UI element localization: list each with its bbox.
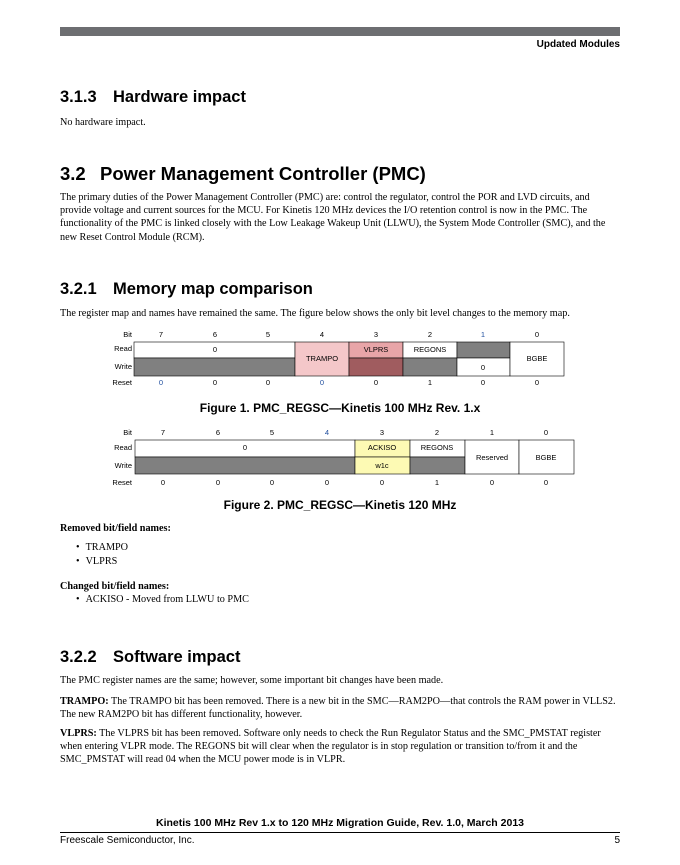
section-title: Power Management Controller (PMC) xyxy=(100,163,426,184)
section-number: 3.2.2 xyxy=(60,648,97,666)
row-label-reset: Reset xyxy=(112,478,132,487)
field-bits-7-5-write xyxy=(134,358,295,376)
paragraph-trampo xyxy=(60,695,620,721)
reset-value: 0 xyxy=(269,478,275,487)
section-title: Hardware impact xyxy=(113,88,246,106)
field-label: w1c xyxy=(375,461,389,470)
bit-number: 5 xyxy=(265,330,271,339)
field-label: REGONS xyxy=(413,345,447,354)
section-heading-3-2-1 xyxy=(60,280,313,299)
term-text: The VLPRS bit has been removed. Software only needs to check the Run Regulator Status and the SMC_PMSTAT register when entering VLPR mode. The REGONS bit will clear when the regulator is in stop regulation or transition to/from it and the SMC_PMSTAT will read 04 when the MCU power mode is in VLPR. xyxy=(60,728,601,766)
removed-heading xyxy=(60,522,620,535)
list-item: • ACKISO - Moved from LLWU to PMC xyxy=(76,593,249,607)
row-label-read: Read xyxy=(114,443,132,452)
field-regons-write xyxy=(403,358,457,376)
footer-company: Freescale Semiconductor, Inc. xyxy=(60,835,195,846)
row-label-bit: Bit xyxy=(123,330,132,339)
term-text: The TRAMPO bit has been removed. There is a new bit in the SMC—RAM2PO—that controls the RAM power in VLLS2. The new RAM2PO bit has different functionality, however. xyxy=(60,696,616,721)
reset-value: 0 xyxy=(319,378,325,387)
reset-value: 0 xyxy=(480,378,486,387)
section-number: 3.2.1 xyxy=(60,280,97,298)
section-title: Memory map comparison xyxy=(113,280,313,298)
reset-value: 0 xyxy=(489,478,495,487)
field-vlprs-write xyxy=(349,358,403,376)
section-number: 3.2 xyxy=(60,163,86,184)
field-label: BGBE xyxy=(535,453,557,462)
bit-number: 6 xyxy=(212,330,218,339)
section-title: Software impact xyxy=(113,648,241,666)
row-label-read: Read xyxy=(114,344,132,353)
reset-value: 1 xyxy=(434,478,440,487)
field-label: TRAMPO xyxy=(305,354,339,363)
removed-heading-text: Removed bit/field names: xyxy=(60,523,171,534)
page-number: 5 xyxy=(614,835,620,846)
changed-list xyxy=(76,593,249,607)
row-label-reset: Reset xyxy=(112,378,132,387)
field-label: ACKISO xyxy=(367,443,397,452)
reset-value: 0 xyxy=(324,478,330,487)
list-item: • VLPRS xyxy=(76,555,128,569)
bit-number: 7 xyxy=(158,330,164,339)
field-label: Reserved xyxy=(475,453,509,462)
list-item: • TRAMPO xyxy=(76,541,128,555)
figure-caption-2: Figure 2. PMC_REGSC—Kinetis 120 MHz xyxy=(223,498,457,512)
field-regons-write xyxy=(410,457,465,474)
field-label: VLPRS xyxy=(363,345,389,354)
bit-number: 4 xyxy=(319,330,325,339)
section-number: 3.1.3 xyxy=(60,88,97,106)
bit-number: 6 xyxy=(215,428,221,437)
paragraph-vlprs xyxy=(60,727,620,767)
bit-number: 3 xyxy=(373,330,379,339)
reset-value: 0 xyxy=(373,378,379,387)
header-bar xyxy=(60,27,620,36)
paragraph: The register map and names have remained the same. The figure below shows the only bit level changes to the memory map. xyxy=(60,308,570,319)
reset-value: 0 xyxy=(543,478,549,487)
paragraph: The PMC register names are the same; however, some important bit changes have been made. xyxy=(60,675,444,686)
figure-caption-1: Figure 1. PMC_REGSC—Kinetis 100 MHz Rev. 1.x xyxy=(199,401,481,415)
bit-number: 0 xyxy=(534,330,540,339)
removed-list xyxy=(76,541,128,569)
reset-value: 1 xyxy=(427,378,433,387)
reset-value: 0 xyxy=(212,378,218,387)
section-heading-3-2-2 xyxy=(60,648,240,667)
reset-value: 0 xyxy=(158,378,164,387)
section-heading-3-1-3 xyxy=(60,88,246,107)
footer-doc-title: Kinetis 100 MHz Rev 1.x to 120 MHz Migration Guide, Rev. 1.0, March 2013 xyxy=(155,817,524,829)
paragraph: No hardware impact. xyxy=(60,117,146,128)
field-bits-7-4-write xyxy=(135,457,355,474)
field-value: 0 xyxy=(480,363,486,372)
bit-number: 1 xyxy=(489,428,495,437)
field-label: BGBE xyxy=(526,354,548,363)
bit-number: 3 xyxy=(379,428,385,437)
bit-number: 2 xyxy=(427,330,433,339)
bit-number: 4 xyxy=(324,428,330,437)
section-heading-3-2 xyxy=(60,163,426,185)
changed-heading-text: Changed bit/field names: xyxy=(60,581,170,592)
reset-value: 0 xyxy=(379,478,385,487)
register-diagram-2 xyxy=(100,426,580,493)
field-label: REGONS xyxy=(420,443,454,452)
bit-number: 0 xyxy=(543,428,549,437)
paragraph: The primary duties of the Power Management Controller (PMC) are: control the regulator, control the POR and LVD circuits, and provide voltage and current sources for the MCU. For Kinetis 120 MHz devices the I/O retention control is now in the PMC. The functionality of the PMC is linked closely with the Low Leakage Wakeup Unit (LLWU), the System Mode Controller (SMC), and the new Reset Control Module (RCM). xyxy=(60,192,606,243)
field-value: 0 xyxy=(242,443,248,452)
reset-value: 0 xyxy=(215,478,221,487)
row-label-write: Write xyxy=(114,362,132,371)
reset-value: 0 xyxy=(534,378,540,387)
changed-heading xyxy=(60,580,620,593)
footer-rule xyxy=(60,832,620,833)
term-label: TRAMPO: xyxy=(60,696,109,707)
running-header: Updated Modules xyxy=(536,39,620,50)
bit-number: 1 xyxy=(480,330,486,339)
bit-number: 2 xyxy=(434,428,440,437)
bit-number: 5 xyxy=(269,428,275,437)
register-diagram-1 xyxy=(100,328,580,395)
reset-value: 0 xyxy=(265,378,271,387)
row-label-bit: Bit xyxy=(123,428,132,437)
row-label-write: Write xyxy=(114,461,132,470)
field-value: 0 xyxy=(212,345,218,354)
reset-value: 0 xyxy=(160,478,166,487)
field-bit1-read xyxy=(457,342,510,358)
term-label: VLPRS: xyxy=(60,728,97,739)
bit-number: 7 xyxy=(160,428,166,437)
